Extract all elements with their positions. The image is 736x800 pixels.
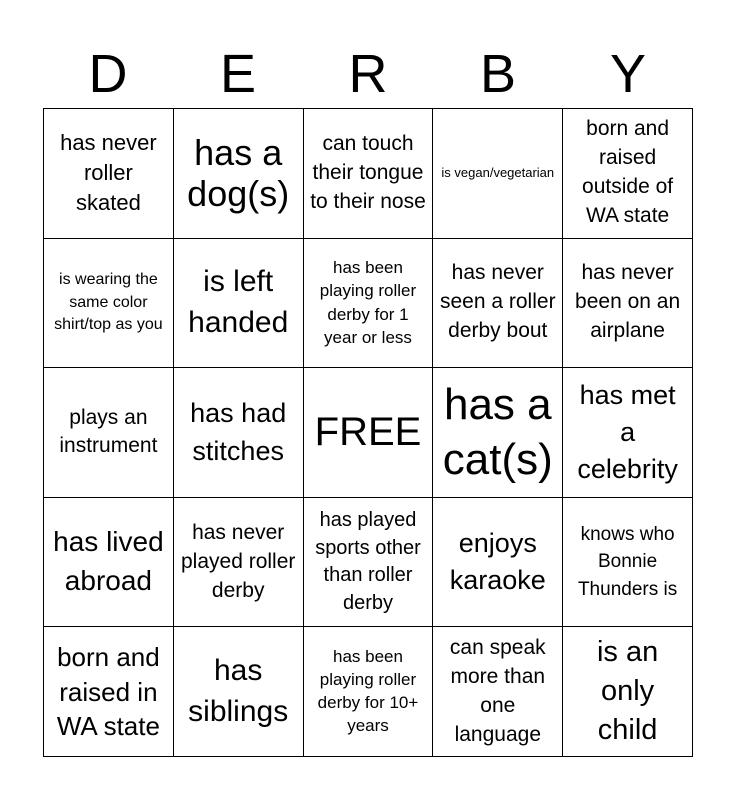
bingo-header — [43, 40, 693, 108]
bingo-cell-text: has lived abroad — [53, 526, 164, 597]
bingo-cell[interactable] — [44, 498, 174, 628]
header-letter-y: Y — [609, 44, 647, 104]
bingo-cell-text: has a cat(s) — [442, 380, 553, 485]
bingo-cell-text: has a dog(s) — [187, 131, 290, 215]
header-letter-r: R — [348, 44, 388, 104]
bingo-cell[interactable] — [563, 498, 693, 628]
bingo-cell-text: knows who Bonnie Thunders is — [577, 523, 678, 600]
bingo-cell[interactable] — [433, 109, 563, 239]
bingo-cell-text: has been playing roller derby for 1 year or less — [319, 257, 417, 348]
bingo-cell-text: has never been on an airplane — [575, 261, 681, 343]
bingo-cell[interactable] — [174, 368, 304, 498]
bingo-cell[interactable] — [304, 627, 434, 757]
bingo-cell[interactable] — [563, 109, 693, 239]
header-letter-e: E — [219, 44, 257, 104]
bingo-cell[interactable] — [433, 498, 563, 628]
bingo-cell-text: is vegan/vegetarian — [441, 164, 555, 180]
bingo-cell-text: born and raised outside of WA state — [582, 117, 674, 228]
header-letter-d: D — [88, 44, 128, 104]
bingo-cell-text: is an only child — [596, 635, 659, 747]
bingo-cell[interactable] — [44, 239, 174, 369]
bingo-cell-text: has never seen a roller derby bout — [440, 261, 556, 343]
header-letter-b: B — [479, 44, 517, 104]
bingo-cell[interactable] — [174, 627, 304, 757]
bingo-cell-text: FREE — [314, 410, 422, 455]
bingo-cell-text: can speak more than one language — [449, 635, 546, 746]
bingo-cell[interactable] — [174, 109, 304, 239]
bingo-cell-text: has met a celebrity — [577, 379, 678, 485]
bingo-cell-text: born and raised in WA state — [56, 642, 160, 741]
bingo-cell-text: is wearing the same color shirt/top as you — [54, 270, 163, 334]
bingo-cell-text: has siblings — [188, 654, 289, 728]
bingo-cell[interactable] — [433, 368, 563, 498]
bingo-cell[interactable] — [433, 627, 563, 757]
bingo-cell-text: has played sports other than roller derby — [315, 508, 421, 614]
bingo-cell-text: is left handed — [188, 265, 289, 339]
bingo-cell-text: can touch their tongue to their nose — [310, 131, 426, 213]
free-space-cell[interactable] — [304, 368, 434, 498]
bingo-cell[interactable] — [304, 498, 434, 628]
bingo-cell[interactable] — [433, 239, 563, 369]
bingo-cell[interactable] — [563, 368, 693, 498]
bingo-cell-text: has had stitches — [190, 398, 287, 467]
bingo-cell[interactable] — [44, 368, 174, 498]
bingo-cell[interactable] — [44, 109, 174, 239]
bingo-board — [43, 108, 693, 757]
bingo-cell-text: enjoys karaoke — [449, 527, 546, 596]
bingo-cell[interactable] — [44, 627, 174, 757]
bingo-cell-text: has never played roller derby — [180, 520, 296, 602]
bingo-cell[interactable] — [174, 498, 304, 628]
bingo-cell[interactable] — [304, 109, 434, 239]
bingo-cell-text: has been playing roller derby for 10+ years — [317, 646, 419, 735]
bingo-cell[interactable] — [563, 627, 693, 757]
bingo-cell[interactable] — [174, 239, 304, 369]
bingo-cell[interactable] — [563, 239, 693, 369]
bingo-cell-text: plays an instrument — [59, 405, 158, 458]
bingo-cell-text: has never roller skated — [60, 129, 157, 216]
bingo-cell[interactable] — [304, 239, 434, 369]
